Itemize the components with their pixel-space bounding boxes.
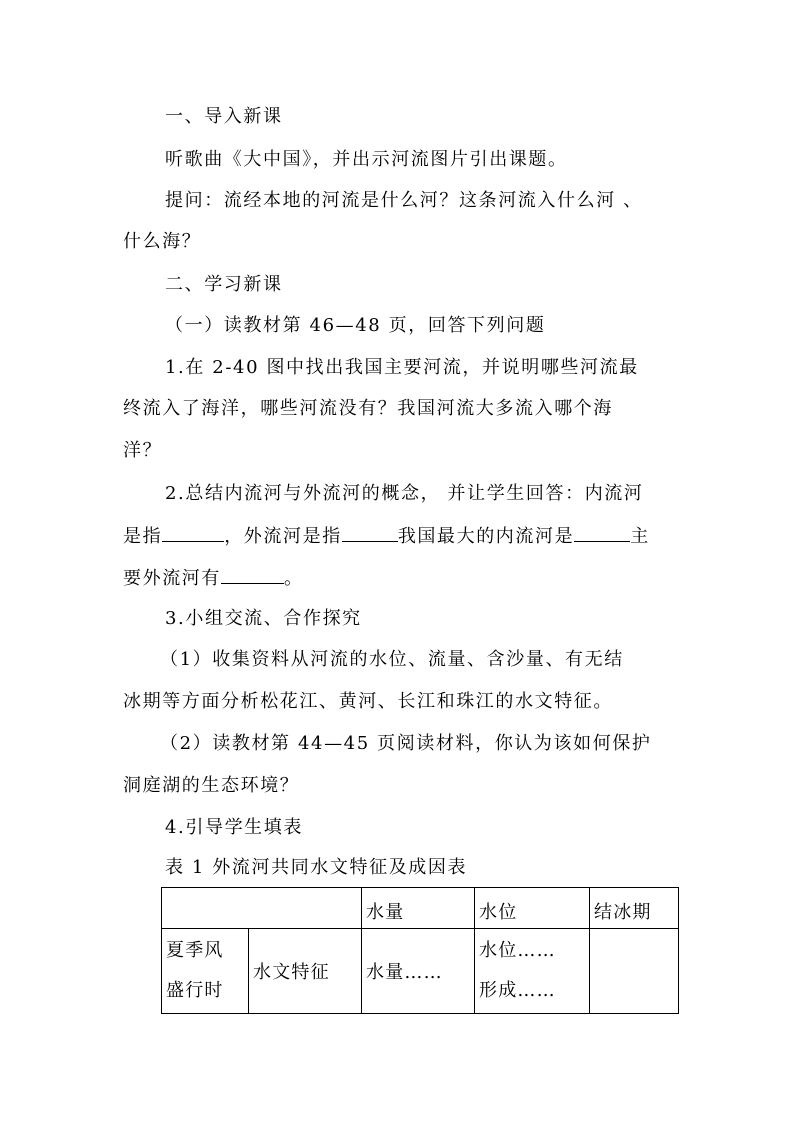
season-label-line-1: 夏季风 <box>166 940 224 961</box>
question-4-heading: 4.引导学生填表 <box>165 817 303 838</box>
question-2-line-2 <box>123 523 650 549</box>
table-caption: 表 1 外流河共同水文特征及成因表 <box>165 857 468 878</box>
question-1-line-1: 1.在 2-40 图中找出我国主要河流，并说明哪些河流最 <box>165 357 639 378</box>
q2-text-a: 是指 <box>123 526 163 547</box>
answer-blank-main-outflow-rivers[interactable] <box>221 565 284 584</box>
q2-text-d: 主 <box>630 526 650 547</box>
table-header-freeze-period: 结冰期 <box>590 888 679 929</box>
intro-heading: 一、导入新课 <box>165 106 283 127</box>
table-cell-category: 水文特征 <box>249 929 362 1014</box>
question-2-line-1: 2.总结内流河与外流河的概念， 并让学生回答：内流河 <box>165 483 644 504</box>
question-3-heading: 3.小组交流、合作探究 <box>165 608 362 629</box>
hydrology-table <box>161 887 679 1014</box>
table-header-empty <box>162 888 362 929</box>
table-header-water-level: 水位 <box>475 888 590 929</box>
question-1-line-3: 洋？ <box>123 440 163 461</box>
study-heading: 二、学习新课 <box>165 274 283 295</box>
q2-text-b: ，外流河是指 <box>224 526 342 547</box>
table-cell-water-volume[interactable]: 水量…… <box>362 929 475 1014</box>
water-level-line-2: 形成…… <box>479 980 556 1001</box>
season-label-line-2: 盛行时 <box>166 980 224 1001</box>
answer-blank-outflow-river-def[interactable] <box>342 523 398 542</box>
answer-blank-inland-river-def[interactable] <box>162 523 224 542</box>
question-3-2-line-1: （2）读教材第 44—45 页阅读材料，你认为该如何保护 <box>160 733 652 754</box>
q2-text-e: 要外流河有 <box>123 568 221 589</box>
answer-blank-largest-inland-river[interactable] <box>574 523 630 542</box>
intro-question-line-2: 什么海？ <box>123 231 202 252</box>
question-3-2-line-2: 洞庭湖的生态环境？ <box>123 775 300 796</box>
water-level-line-1: 水位…… <box>479 940 556 961</box>
table-row <box>162 929 679 1014</box>
reading-subheading: （一）读教材第 46—48 页，回答下列问题 <box>165 315 546 336</box>
table-cell-season <box>162 929 249 1014</box>
table-cell-freeze-period[interactable] <box>590 929 679 1014</box>
question-3-1-line-1: （1）收集资料从河流的水位、流量、含沙量、有无结 <box>160 649 624 670</box>
table-cell-water-level[interactable] <box>475 929 590 1014</box>
question-2-line-3 <box>123 565 304 591</box>
question-1-line-2: 终流入了海洋，哪些河流没有？我国河流大多流入哪个海 <box>123 398 613 419</box>
q2-text-f: 。 <box>284 568 304 589</box>
table-header-row <box>162 888 679 929</box>
intro-question-line-1: 提问：流经本地的河流是什么河？这条河流入什么河 、 <box>165 190 643 211</box>
question-3-1-line-2: 冰期等方面分析松花江、黄河、长江和珠江的水文特征。 <box>123 691 613 712</box>
q2-text-c: 我国最大的内流河是 <box>397 526 575 547</box>
table-header-water-volume: 水量 <box>362 888 475 929</box>
intro-line: 听歌曲《大中国》，并出示河流图片引出课题。 <box>165 149 568 170</box>
